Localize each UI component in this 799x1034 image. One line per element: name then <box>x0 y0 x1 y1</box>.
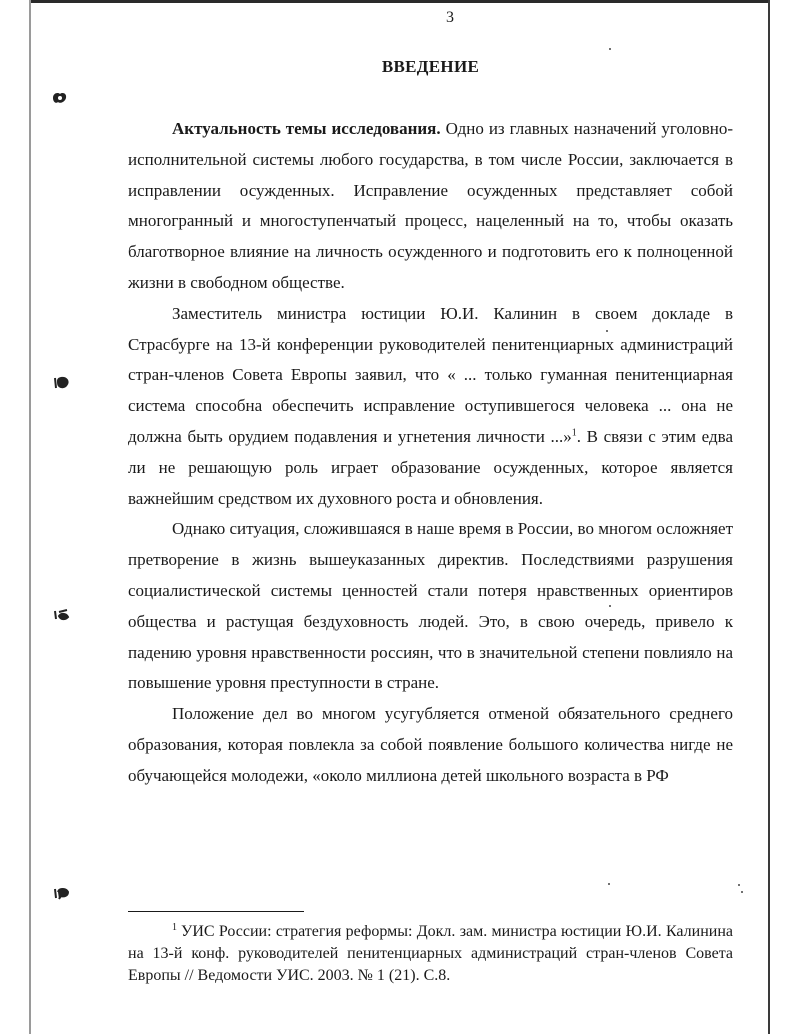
footnote-text: УИС России: стратегия реформы: Докл. зам. министра юстиции Ю.И. Калинина на 13-й конф. руководителей пенитенциарных администраций стран-членов Совета Европы // Ведомости УИС. 2003. № 1 (21). С.8. <box>128 923 733 984</box>
margin-mark-icon <box>53 885 71 901</box>
scan-speck <box>741 891 743 893</box>
paragraph <box>128 699 733 791</box>
footnote <box>128 921 733 987</box>
margin-mark-icon <box>53 607 71 623</box>
margin-mark-icon <box>53 375 71 391</box>
body-text <box>128 114 733 792</box>
scan-border-top <box>30 0 770 3</box>
scan-border-left <box>29 0 31 1034</box>
paragraph <box>128 299 733 515</box>
margin-mark-icon <box>51 90 69 106</box>
paragraph-text: . В связи с этим едва ли не решающую роль играет образование осужденных, которое является важнейшим средством их духовного роста и обновления. <box>128 426 734 508</box>
scan-border-right <box>768 0 770 1034</box>
paragraph-lead: Актуальность темы исследования. <box>172 119 441 138</box>
footnote-separator <box>128 911 304 912</box>
scan-speck <box>738 884 740 886</box>
paragraph-text: Заместитель министра юстиции Ю.И. Калинин в своем докладе в Страсбурге на 13-й конференции руководителей пенитенциарных администраций стран-членов Совета Европы заявил, что « ... только гуманная пенитенциарная система способна обеспечить исправление оступившегося человека ... она не должна быть орудием подавления и угнетения личности ...» <box>128 303 733 446</box>
footnote-reference[interactable]: 1 <box>571 427 577 439</box>
paragraph-text: Однако ситуация, сложившаяся в наше время в России, во многом осложняет претворение в жизнь вышеуказанных директив. Последствиями разрушения социалистической системы ценностей стали потеря нравственных ориентиров общества и растущая бездуховность людей. Это, в свою очередь, привело к падению уровня нравственности россиян, что в значительной степени повлияло на повышение уровня преступности в стране. <box>128 519 733 693</box>
footnote-number: 1 <box>172 921 177 933</box>
page-title: ВВЕДЕНИЕ <box>381 57 480 76</box>
paragraph-text: Одно из главных назначений уголовно-исполнительной системы любого государства, в том числе России, заключается в исправлении осужденных. Исправление осужденных представляет собой многогранный и многоступенчатый процесс, нацеленный на то, чтобы оказать благотворное влияние на личность осужденного и подготовить его к полноценной жизни в свободном обществе. <box>128 119 733 292</box>
paragraph-text: Положение дел во многом усугубляется отменой обязательного среднего образования, которая повлекла за собой появление большого количества нигде не обучающейся молодежи, «около миллиона детей школьного возраста в РФ <box>128 704 733 785</box>
scan-speck <box>609 48 611 50</box>
paragraph <box>128 514 733 699</box>
page-number: 3 <box>446 9 454 26</box>
scan-speck <box>608 883 610 885</box>
paragraph <box>128 114 733 299</box>
